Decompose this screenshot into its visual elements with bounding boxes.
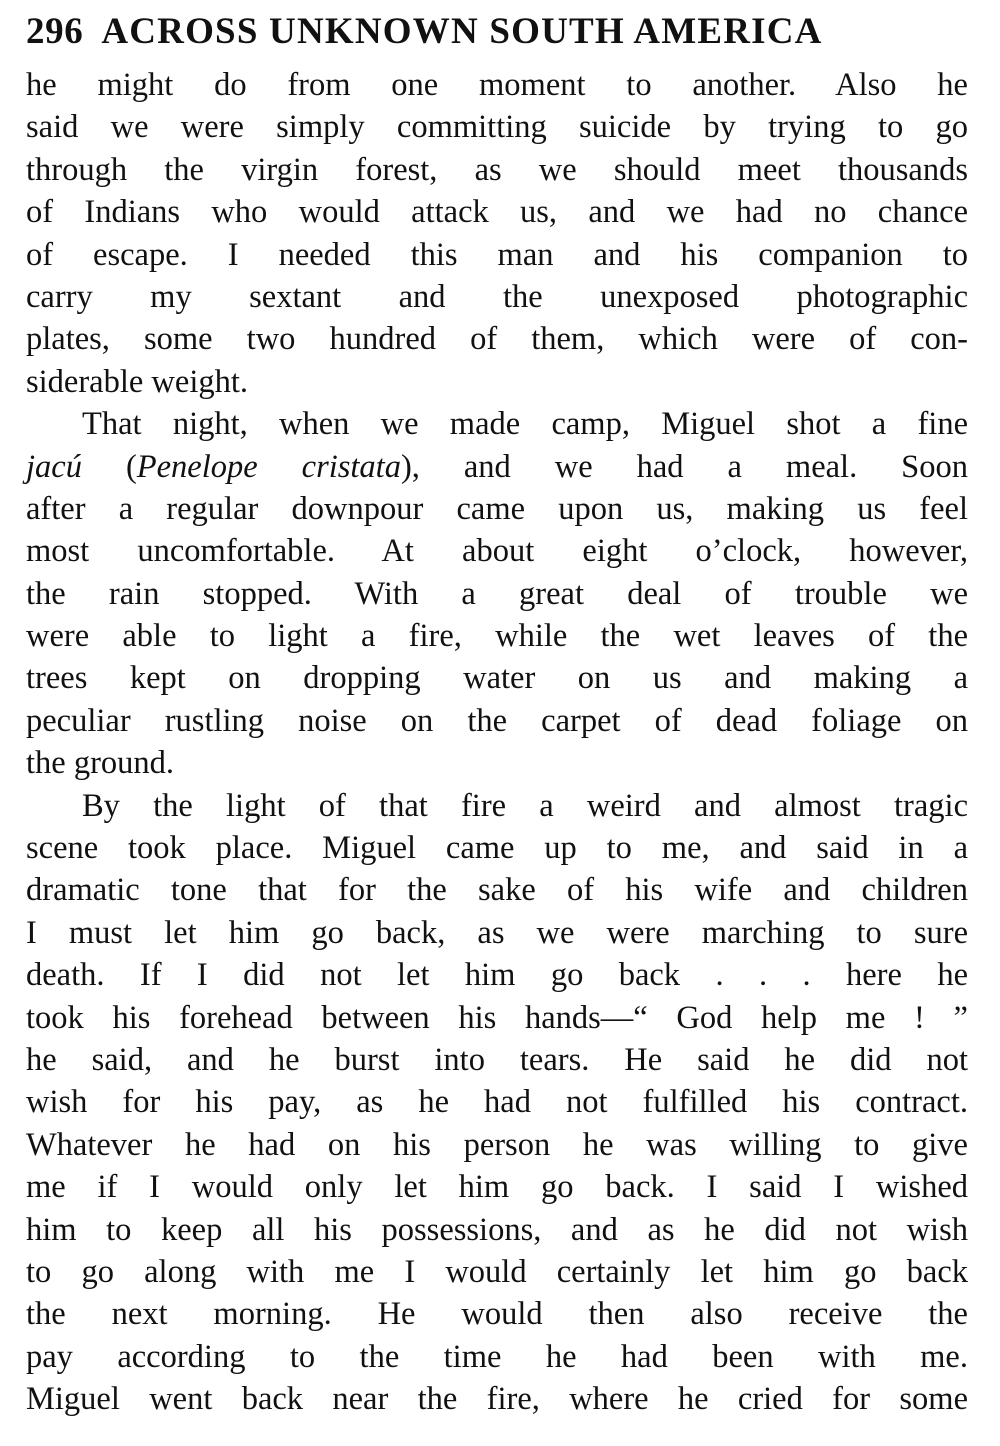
text-line: he might do from one moment to another. Also he: [26, 67, 968, 103]
text-line: peculiar rustling noise on the carpet of dead foliage on: [26, 702, 968, 739]
text-line: to go along with me I would certainly let him go back: [26, 1253, 968, 1290]
text-line: the next morning. He would then also receive the: [26, 1296, 968, 1333]
book-page: [26, 10, 968, 1421]
paragraph-start-line: By the light of that fire a weird and almost tragic: [82, 787, 968, 824]
text-line: him to keep all his possessions, and as he did not wish: [26, 1211, 968, 1248]
text-line: death. If I did not let him go back . . . here he: [26, 957, 968, 994]
text-line: he said, and he burst into tears. He said he did not: [26, 1041, 968, 1078]
running-head-title: ACROSS UNKNOWN SOUTH AMERICA: [101, 11, 823, 52]
text-line: plates, some two hundred of them, which were of con-: [26, 321, 968, 358]
text-line: the rain stopped. With a great deal of trouble we: [26, 575, 968, 612]
text-line: Whatever he had on his person he was willing to give: [26, 1126, 968, 1163]
text-line: after a regular downpour came upon us, making us feel: [26, 490, 968, 527]
text-segment: (: [81, 448, 137, 485]
text-line-with-italics: [26, 446, 968, 488]
text-line: wish for his pay, as he had not fulfilled his contract.: [26, 1084, 968, 1121]
text-line: I must let him go back, as we were marching to sure: [26, 914, 968, 951]
italic-scientific-name: Penelope cristata: [136, 448, 401, 485]
text-line: said we were simply committing suicide by trying to go: [26, 109, 968, 146]
text-line: Miguel went back near the fire, where he cried for some: [26, 1381, 968, 1418]
text-line: trees kept on dropping water on us and making a: [26, 660, 968, 697]
text-line: scene took place. Miguel came up to me, and said in a: [26, 830, 968, 867]
text-line: were able to light a fire, while the wet leaves of the: [26, 618, 968, 655]
running-head: [26, 10, 968, 58]
text-line: me if I would only let him go back. I said I wished: [26, 1169, 968, 1206]
body-text: [26, 64, 968, 1421]
text-line: dramatic tone that for the sake of his wife and children: [26, 872, 968, 909]
text-line: of Indians who would attack us, and we had no chance: [26, 194, 968, 231]
text-line: the ground.: [26, 745, 175, 782]
text-segment: ), and we had a meal. Soon: [400, 448, 968, 485]
text-line: through the virgin forest, as we should meet thousands: [26, 151, 968, 188]
text-line: took his forehead between his hands—“ God help me ! ”: [26, 999, 968, 1036]
text-line: of escape. I needed this man and his companion to: [26, 236, 968, 273]
paragraph-start-line: That night, when we made camp, Miguel shot a fine: [82, 406, 968, 443]
italic-term: jacú: [26, 448, 82, 485]
text-line: pay according to the time he had been with me.: [26, 1338, 968, 1375]
text-line: siderable weight.: [26, 363, 249, 400]
text-line: carry my sextant and the unexposed photographic: [26, 278, 968, 315]
page-number: 296: [26, 11, 84, 52]
text-line: most uncomfortable. At about eight o’clock, however,: [26, 533, 968, 570]
